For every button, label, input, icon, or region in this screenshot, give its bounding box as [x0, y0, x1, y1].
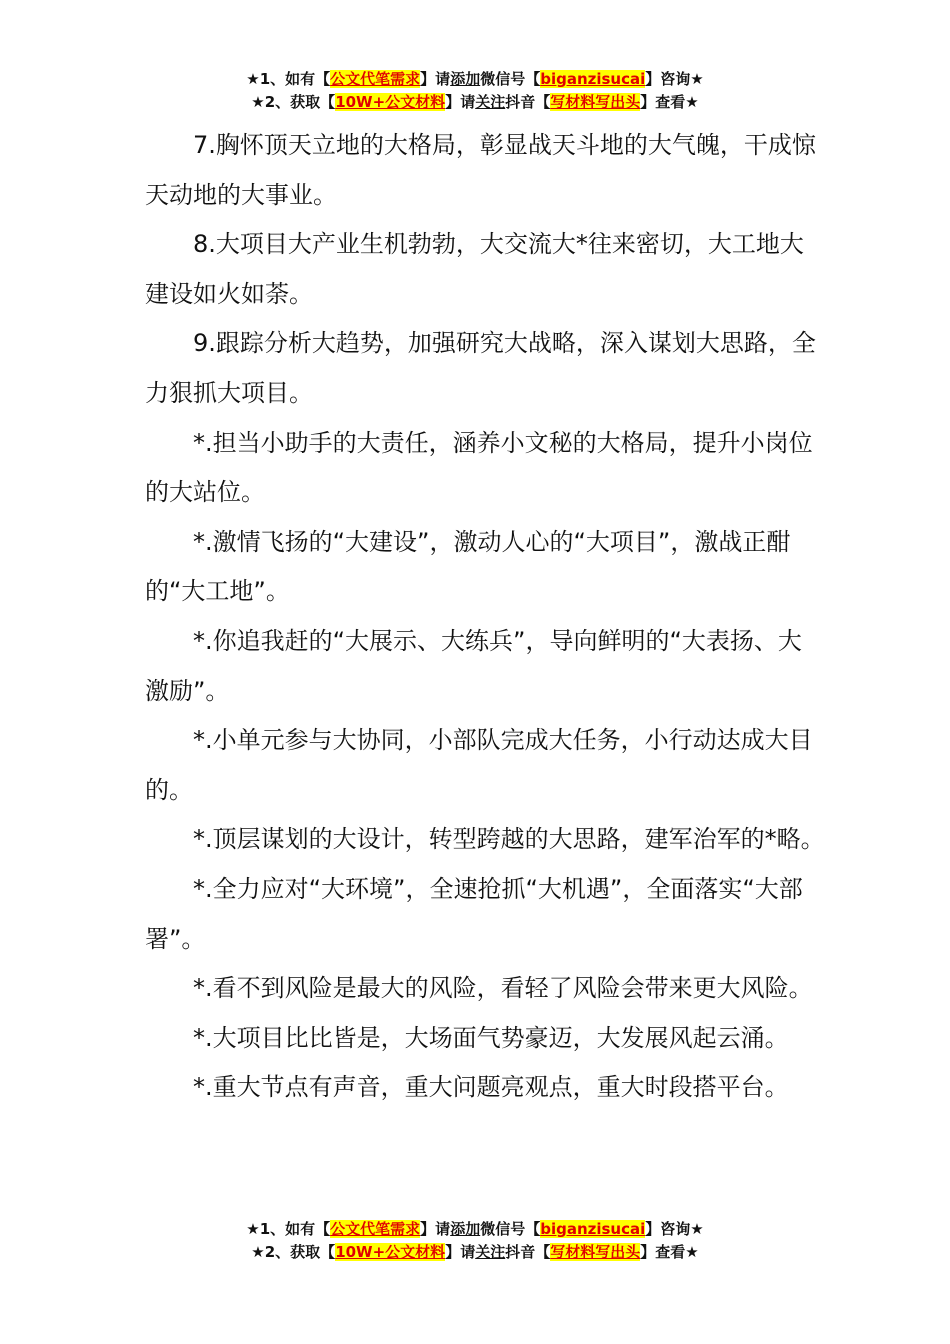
banner-text: ★1、如有【 [246, 70, 331, 88]
banner-line-2 [0, 1241, 950, 1264]
banner-highlight: 10W+公文材料 [335, 1243, 446, 1261]
banner-line-1 [0, 1218, 950, 1241]
banner-highlight: biganzisucai [540, 70, 646, 88]
banner-text: 】请 [445, 93, 476, 111]
paragraph: *.你追我赶的“大展示、大练兵”，导向鲜明的“大表扬、大激励”。 [145, 626, 802, 705]
paragraph: *.重大节点有声音，重大问题亮观点，重大时段搭平台。 [193, 1073, 789, 1102]
banner-text: 微信号【 [480, 1220, 541, 1238]
paragraph: 8.大项目大产业生机勃勃，大交流大*往来密切，大工地大建设如火如荼。 [145, 230, 804, 308]
banner-underline: 添加 [450, 70, 481, 88]
banner-text: 】咨询★ [645, 70, 704, 88]
footer-banner [0, 1218, 950, 1264]
banner-highlight: 10W+公文材料 [335, 93, 446, 111]
banner-text: 抖音【 [505, 1243, 551, 1261]
banner-highlight: biganzisucai [540, 1220, 646, 1238]
banner-line-2 [0, 91, 950, 114]
banner-text: 】查看★ [640, 1243, 699, 1261]
banner-text: 】查看★ [640, 93, 699, 111]
banner-underline: 关注 [475, 1243, 506, 1261]
paragraph: *.看不到风险是最大的风险，看轻了风险会带来更大风险。 [193, 974, 813, 1003]
banner-text: 微信号【 [480, 70, 541, 88]
banner-underline: 添加 [450, 1220, 481, 1238]
banner-highlight: 写材料写出头 [550, 93, 641, 111]
banner-line-1 [0, 68, 950, 91]
paragraph: 7.胸怀顶天立地的大格局，彰显战天斗地的大气魄，干成惊天动地的大事业。 [145, 131, 816, 209]
paragraph: *.担当小助手的大责任，涵养小文秘的大格局，提升小岗位的大站位。 [145, 428, 813, 507]
banner-text: 】咨询★ [645, 1220, 704, 1238]
banner-text: 】请 [420, 1220, 451, 1238]
paragraph: *.激情飞扬的“大建设”，激动人心的“大项目”，激战正酣的“大工地”。 [145, 527, 791, 606]
banner-text: 】请 [420, 70, 451, 88]
banner-text: 】请 [445, 1243, 476, 1261]
paragraph: *.小单元参与大协同，小部队完成大任务，小行动达成大目的。 [145, 726, 813, 804]
banner-text: ★1、如有【 [246, 1220, 331, 1238]
banner-text: ★2、获取【 [251, 1243, 336, 1261]
document-body [145, 121, 825, 1113]
banner-underline: 关注 [475, 93, 506, 111]
header-banner [0, 68, 950, 114]
banner-highlight: 公文代笔需求 [330, 1220, 421, 1238]
paragraph: 9.跟踪分析大趋势，加强研究大战略，深入谋划大思路，全力狠抓大项目。 [145, 329, 816, 407]
banner-text: 抖音【 [505, 93, 551, 111]
banner-highlight: 公文代笔需求 [330, 70, 421, 88]
paragraph: *.顶层谋划的大设计，转型跨越的大思路，建军治军的*略。 [193, 825, 825, 854]
banner-highlight: 写材料写出头 [550, 1243, 641, 1261]
paragraph: *.全力应对“大环境”，全速抢抓“大机遇”，全面落实“大部署”。 [145, 874, 803, 953]
paragraph: *.大项目比比皆是，大场面气势豪迈，大发展风起云涌。 [193, 1023, 789, 1052]
banner-text: ★2、获取【 [251, 93, 336, 111]
